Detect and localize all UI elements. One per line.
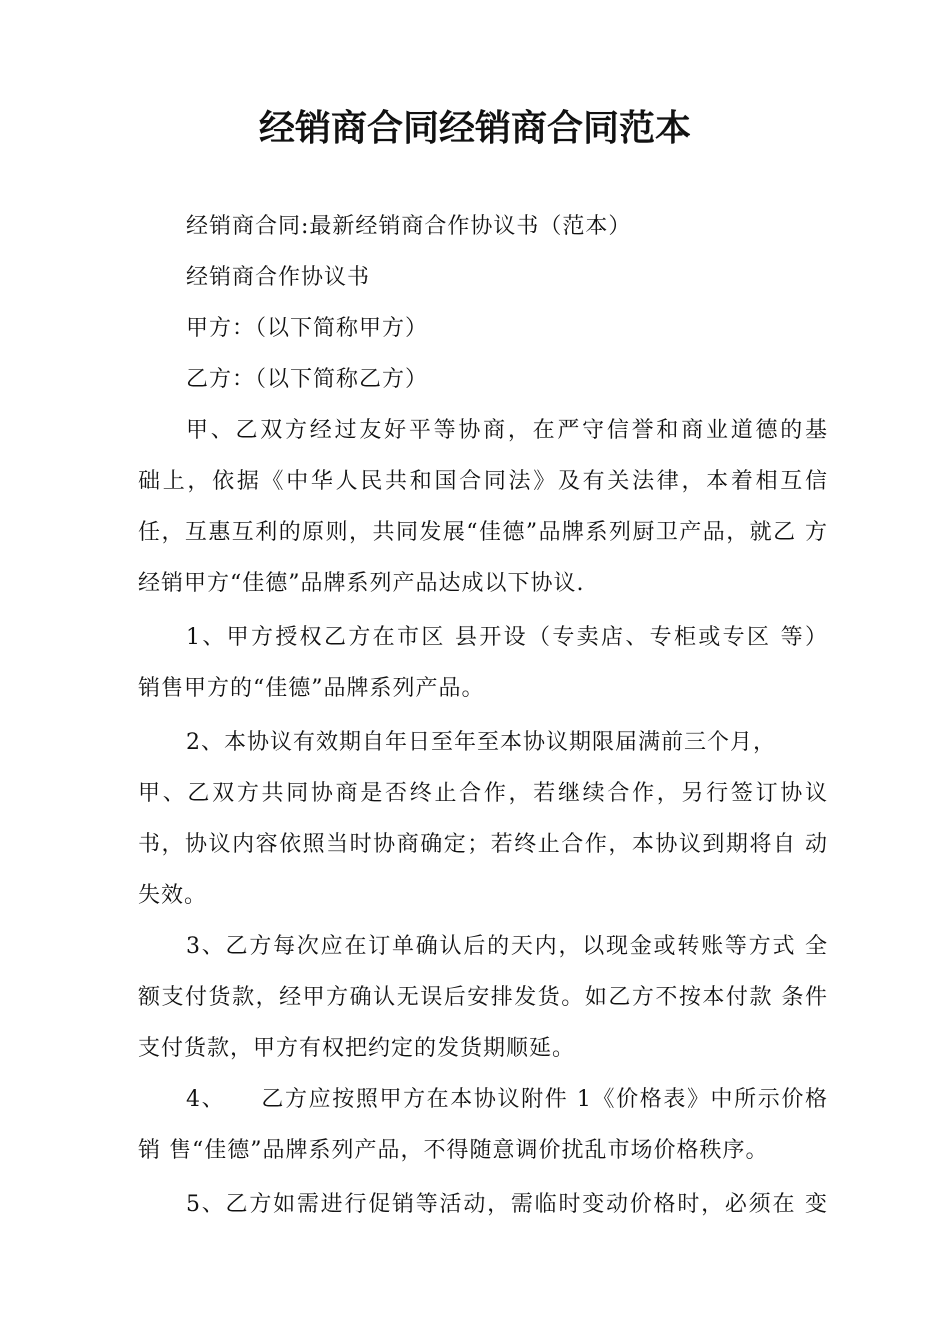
clause-4-line-1: 4、 乙方应按照甲方在本协议附件 1《价格表》中所示价格: [186, 1087, 828, 1112]
preamble-line-2: 础上，依据《中华人民共和国合同法》及有关法律，本着相互信: [138, 469, 828, 494]
party-b-line: 乙方：（以下简称乙方）: [186, 367, 429, 392]
preamble-line-1: 甲、乙双方经过友好平等协商，在严守信誉和商业道德的基: [186, 418, 828, 443]
subtitle-line: 经销商合同:最新经销商合作协议书（范本）: [186, 214, 632, 239]
clause-3-line-1: 3、乙方每次应在订单确认后的天内，以现金或转账等方式 全: [186, 934, 828, 959]
clause-4-line-2: 销 售“佳德”品牌系列产品，不得随意调价扰乱市场价格秩序。: [138, 1138, 769, 1163]
clause-3-line-3: 支付货款，甲方有权把约定的发货期顺延。: [138, 1036, 576, 1061]
agreement-heading: 经销商合作协议书: [186, 265, 371, 290]
preamble-line-4: 经销甲方“佳德”品牌系列产品达成以下协议.: [138, 571, 585, 596]
document-title: 经销商合同经销商合同范本: [258, 108, 691, 149]
clause-2-line-3: 书，协议内容依照当时协商确定；若终止合作，本协议到期将自 动: [138, 832, 828, 857]
clause-1-line-2: 销售甲方的“佳德”品牌系列产品。: [138, 676, 485, 701]
clause-2-line-4: 失效。: [138, 883, 208, 908]
clause-3-line-2: 额支付货款，经甲方确认无误后安排发货。如乙方不按本付款 条件: [138, 985, 828, 1010]
party-a-line: 甲方：（以下简称甲方）: [186, 316, 429, 341]
clause-2-line-1: 2、本协议有效期自年日至年至本协议期限届满前三个月，: [186, 730, 776, 755]
preamble-line-3: 任，互惠互利的原则，共同发展“佳德”品牌系列厨卫产品，就乙 方: [138, 520, 828, 545]
clause-2-line-2: 甲、乙双方共同协商是否终止合作，若继续合作，另行签订协议: [138, 781, 828, 806]
clause-1-line-1: 1、甲方授权乙方在市区 县开设（专卖店、专柜或专区 等）: [186, 625, 828, 650]
clause-5-line-1: 5、乙方如需进行促销等活动，需临时变动价格时，必须在 变: [186, 1192, 828, 1217]
